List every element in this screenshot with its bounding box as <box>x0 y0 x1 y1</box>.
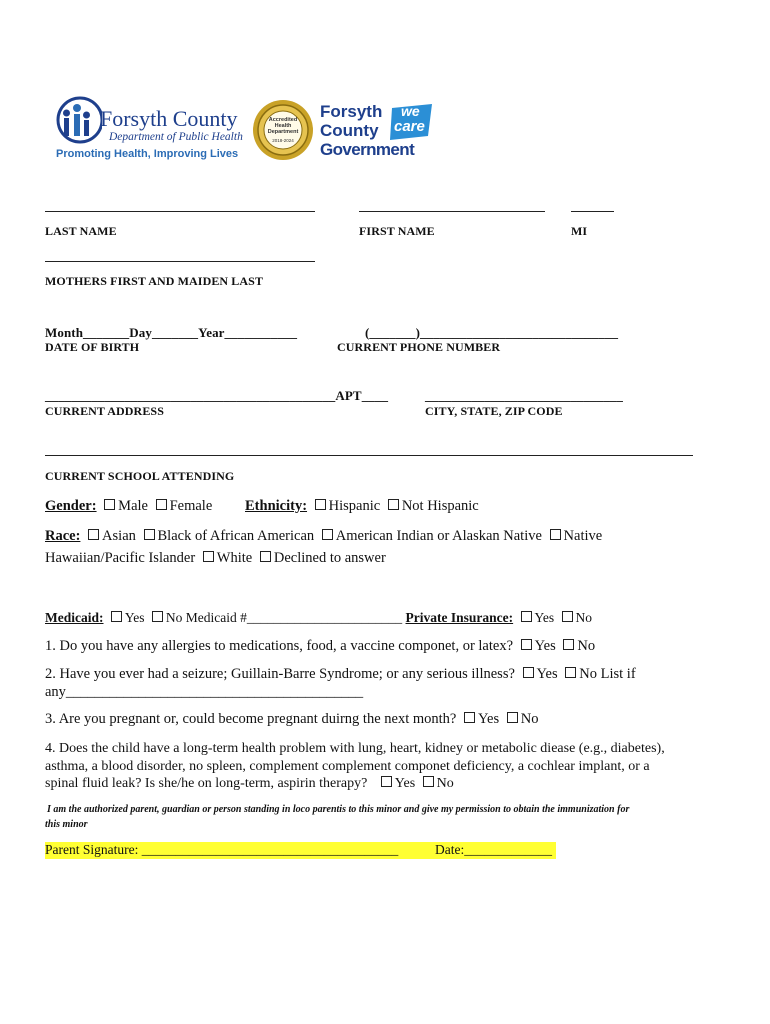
mother-name-input-line[interactable] <box>45 261 315 262</box>
female-checkbox[interactable] <box>156 499 167 510</box>
question-1-text: 1. Do you have any allergies to medications, food, a vaccine componet, or latex? <box>45 638 514 654</box>
male-label: Male <box>118 498 148 514</box>
private-yes-label: Yes <box>534 610 555 625</box>
private-no-label: No <box>575 610 593 625</box>
question-3 <box>45 711 538 728</box>
question-4-line-2: asthma, a blood disorder, no spleen, complement complement componet deficiency, a cochlear implant, or a <box>45 759 650 774</box>
q2-list-input[interactable]: any_________________________________________ <box>45 684 364 700</box>
q4-yes-label: Yes <box>394 776 416 791</box>
declined-checkbox[interactable] <box>260 551 271 562</box>
question-1 <box>45 638 595 655</box>
school-label: CURRENT SCHOOL ATTENDING <box>45 469 235 483</box>
address-input[interactable]: ____________________________________________APT____ <box>45 388 389 403</box>
white-label: White <box>216 550 253 566</box>
forsyth-dph-logo <box>54 96 244 162</box>
ethnicity-row <box>245 498 479 515</box>
mi-input-line[interactable] <box>571 211 614 212</box>
q4-no-label: No <box>436 776 454 791</box>
question-4 <box>45 776 454 792</box>
phone-input[interactable]: (_______)______________________________ <box>365 325 619 340</box>
american-indian-checkbox[interactable] <box>322 529 333 540</box>
seal-years: 2018-2024 <box>272 138 294 143</box>
consent-line-1: I am the authorized parent, guardian or person standing in loco parentis to this minor and give my permission to obtain the immunization for <box>47 804 630 815</box>
q2-list-label: List if <box>600 666 636 682</box>
gov-line1: Forsyth <box>320 102 383 121</box>
dob-label: DATE OF BIRTH <box>45 340 140 354</box>
last-name-input-line[interactable] <box>45 211 315 212</box>
declined-label: Declined to answer <box>273 550 386 566</box>
question-4-line-1: 4. Does the child have a long-term health problem with lung, heart, kidney or metabolic diease (e.g., diabetes), <box>45 741 665 756</box>
native-hawaiian-label-1: Native <box>563 528 603 544</box>
gov-badge-care: care <box>394 118 425 135</box>
q1-no-checkbox[interactable] <box>563 639 574 650</box>
consent-line-2: this minor <box>45 819 88 830</box>
dept-name: Forsyth County <box>100 106 238 131</box>
q4-no-checkbox[interactable] <box>423 776 434 787</box>
city-state-zip-label: CITY, STATE, ZIP CODE <box>425 404 563 418</box>
mother-name-label: MOTHERS FIRST AND MAIDEN LAST <box>45 274 264 288</box>
hispanic-label: Hispanic <box>328 498 381 514</box>
q2-yes-label: Yes <box>536 666 558 682</box>
native-hawaiian-label-2: Hawaiian/Pacific Islander <box>45 550 196 566</box>
signature-date-input[interactable]: Date:_____________ <box>435 842 552 857</box>
race-label: Race: <box>45 528 81 544</box>
hispanic-checkbox[interactable] <box>315 499 326 510</box>
black-label: Black of African American <box>157 528 315 544</box>
q2-no-label: No <box>579 666 597 682</box>
medicaid-yes-label: Yes <box>124 610 145 625</box>
female-label: Female <box>169 498 213 514</box>
race-row <box>45 528 602 545</box>
male-checkbox[interactable] <box>104 499 115 510</box>
private-insurance-label: Private Insurance: <box>405 610 514 625</box>
ethnicity-label: Ethnicity: <box>245 498 308 514</box>
address-label: CURRENT ADDRESS <box>45 404 164 418</box>
dept-tagline: Promoting Health, Improving Lives <box>56 148 239 160</box>
gov-line2: County <box>320 121 379 140</box>
accreditation-seal <box>252 99 314 161</box>
asian-label: Asian <box>102 528 136 544</box>
medicaid-yes-checkbox[interactable] <box>111 611 122 622</box>
q3-no-checkbox[interactable] <box>507 712 518 723</box>
first-name-input-line[interactable] <box>359 211 545 212</box>
asian-checkbox[interactable] <box>88 529 99 540</box>
q1-yes-checkbox[interactable] <box>521 639 532 650</box>
last-name-label: LAST NAME <box>45 224 117 238</box>
not-hispanic-checkbox[interactable] <box>388 499 399 510</box>
q3-yes-checkbox[interactable] <box>464 712 475 723</box>
school-input-line[interactable] <box>45 455 693 456</box>
city-state-zip-input[interactable]: ______________________________ <box>425 388 623 403</box>
gov-line3: Government <box>320 140 415 159</box>
question-4-line-3: spinal fluid leak? Is she/he on long-term, aspirin therapy? <box>45 776 368 791</box>
q3-yes-label: Yes <box>477 711 500 727</box>
dph-emblem-icon <box>54 96 102 146</box>
white-checkbox[interactable] <box>203 551 214 562</box>
question-2-text: 2. Have you ever had a seizure; Guillain-Barre Syndrome; or any serious illness? <box>45 666 515 682</box>
gender-label: Gender: <box>45 498 97 514</box>
native-hawaiian-checkbox[interactable] <box>550 529 561 540</box>
q1-yes-label: Yes <box>534 638 556 654</box>
dept-sub: Department of Public Health <box>109 131 243 143</box>
gov-badge-we: we <box>401 103 420 119</box>
private-yes-checkbox[interactable] <box>521 611 532 622</box>
q1-no-label: No <box>577 638 596 654</box>
first-name-label: FIRST NAME <box>359 224 435 238</box>
q2-no-checkbox[interactable] <box>565 667 576 678</box>
medicaid-number-input[interactable]: No Medicaid #_______________________ <box>165 610 403 625</box>
race-row-2 <box>45 550 386 567</box>
not-hispanic-label: Not Hispanic <box>401 498 479 514</box>
question-3-text: 3. Are you pregnant or, could become pregnant duirng the next month? <box>45 711 457 727</box>
dob-input[interactable]: Month_______Day_______Year___________ <box>45 325 298 340</box>
no-medicaid-checkbox[interactable] <box>152 611 163 622</box>
gender-row <box>45 498 212 515</box>
question-2 <box>45 666 636 683</box>
q2-yes-checkbox[interactable] <box>523 667 534 678</box>
phone-label: CURRENT PHONE NUMBER <box>337 340 501 354</box>
medicaid-label: Medicaid: <box>45 610 104 625</box>
parent-signature-input[interactable]: Parent Signature: ______________________________________ <box>45 842 399 857</box>
q3-no-label: No <box>520 711 539 727</box>
seal-text: Accredited Health Department <box>267 117 299 135</box>
q4-yes-checkbox[interactable] <box>381 776 392 787</box>
private-no-checkbox[interactable] <box>562 611 573 622</box>
black-checkbox[interactable] <box>144 529 155 540</box>
insurance-row <box>45 610 592 626</box>
mi-label: MI <box>571 224 588 238</box>
american-indian-label: American Indian or Alaskan Native <box>335 528 542 544</box>
forsyth-county-government-logo <box>318 100 436 162</box>
